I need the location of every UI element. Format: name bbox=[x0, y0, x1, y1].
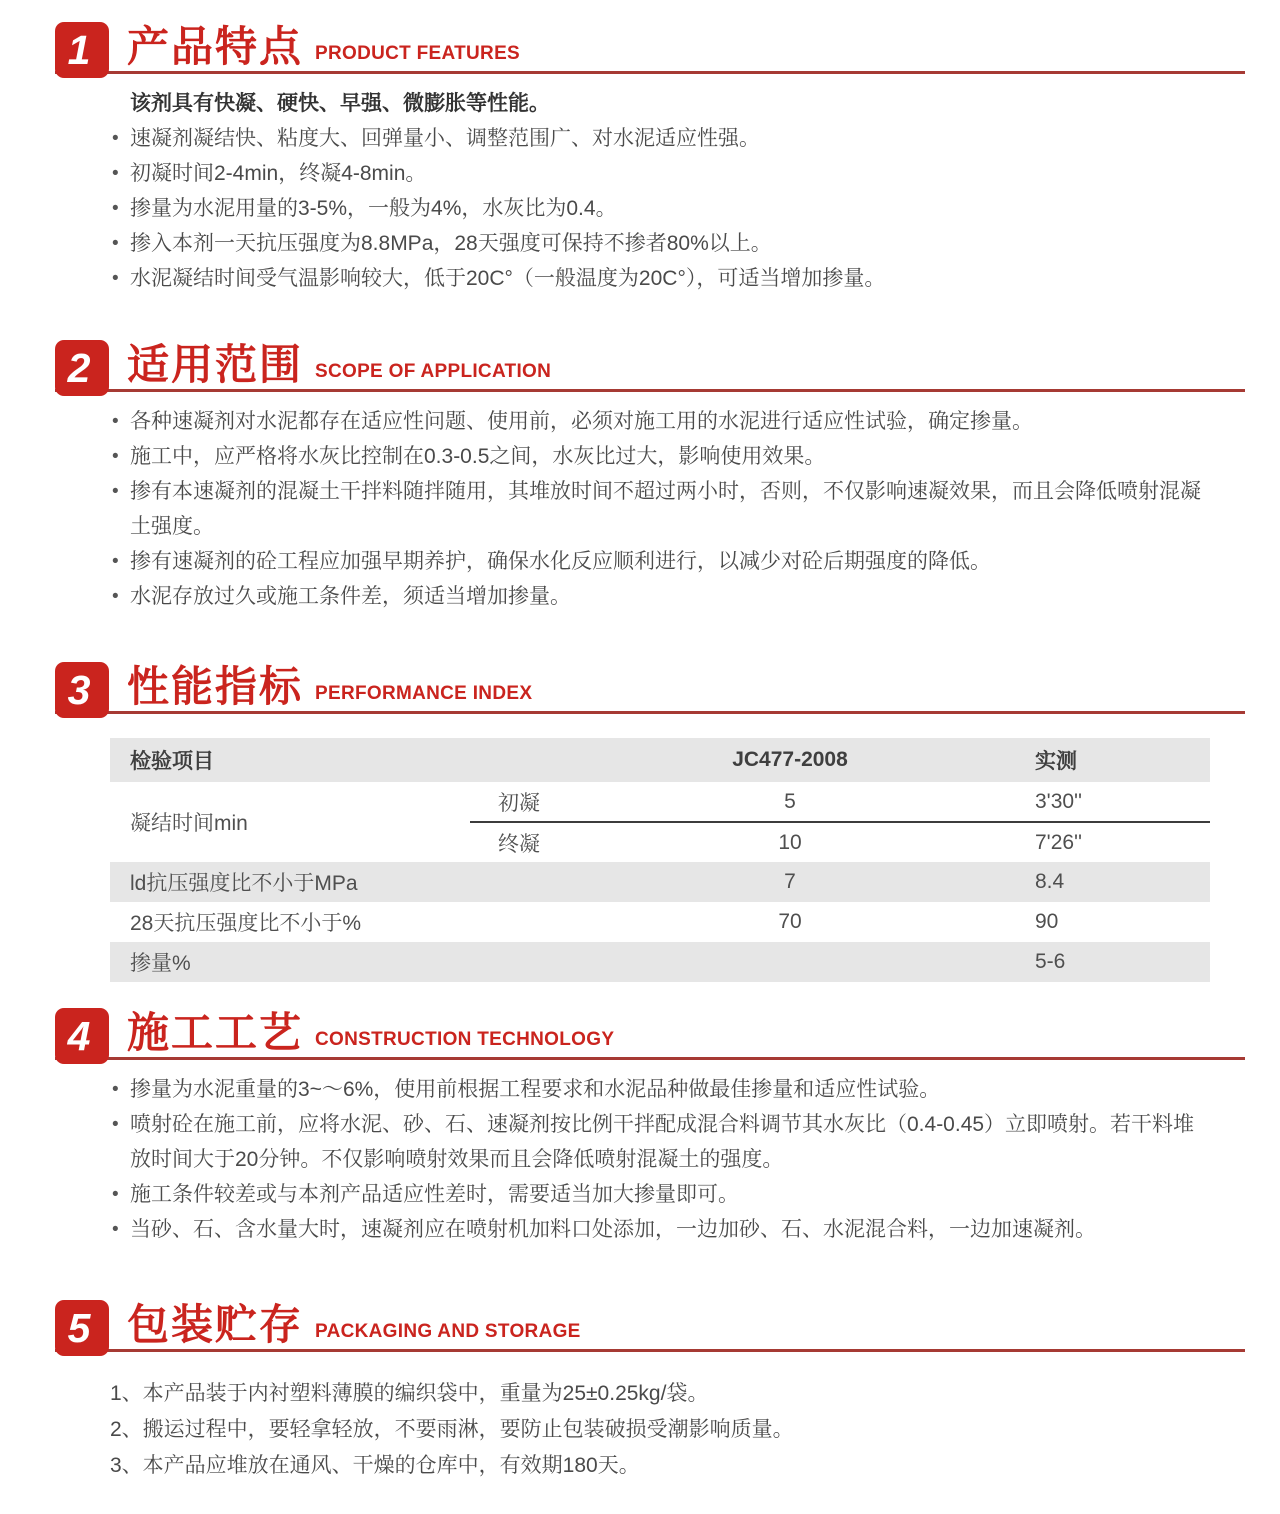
bullet-item: • 掺入本剂一天抗压强度为8.8MPa，28天强度可保持不掺者80%以上。 bbox=[110, 226, 1215, 261]
storage-item: 1、本产品装于内衬塑料薄膜的编织袋中，重量为25±0.25kg/袋。 bbox=[110, 1382, 709, 1405]
section-2-header bbox=[55, 340, 1245, 392]
table-cell-1d-measured: 8.4 bbox=[1035, 870, 1065, 893]
performance-index-table bbox=[110, 738, 1210, 982]
table-cell-dosage-item: 掺量% bbox=[130, 952, 191, 975]
bullet-item: • 水泥存放过久或施工条件差，须适当增加掺量。 bbox=[110, 579, 1215, 614]
features-intro-text: 该剂具有快凝、硬快、早强、微膨胀等性能。 bbox=[130, 92, 550, 115]
bullet-item: • 当砂、石、含水量大时，速凝剂应在喷射机加料口处添加，一边加砂、石、水泥混合料，一边加速凝剂。 bbox=[110, 1212, 1215, 1247]
table-cell-28d-measured: 90 bbox=[1035, 910, 1059, 933]
table-header-item: 检验项目 bbox=[130, 750, 214, 773]
table-header-row bbox=[110, 738, 1210, 782]
section-3-title: 性能指标 bbox=[127, 663, 304, 710]
section-2-subtitle: SCOPE OF APPLICATION bbox=[315, 361, 552, 382]
table-row-1d-strength bbox=[110, 862, 1210, 902]
bullet-item: • 掺量为水泥重量的3~～6%，使用前根据工程要求和水泥品种做最佳掺量和适应性试验。 bbox=[110, 1072, 1215, 1107]
bullet-item: • 施工条件较差或与本剂产品适应性差时，需要适当加大掺量即可。 bbox=[110, 1177, 1215, 1212]
storage-item: 3、本产品应堆放在通风、干燥的仓库中，有效期180天。 bbox=[110, 1454, 640, 1477]
bullet-item: • 速凝剂凝结快、粘度大、回弹量小、调整范围广、对水泥适应性强。 bbox=[110, 121, 1215, 156]
table-header-sub bbox=[470, 738, 640, 782]
bullet-item: • 掺有速凝剂的砼工程应加强早期养护，确保水化反应顺利进行，以减少对砼后期强度的降低。 bbox=[110, 544, 1215, 579]
section-4-number-badge: 4 bbox=[55, 1008, 109, 1064]
table-cell-dosage-measured: 5-6 bbox=[1035, 950, 1066, 973]
table-row-dosage bbox=[110, 942, 1210, 982]
features-bullet-list bbox=[110, 121, 1215, 296]
table-cell-1d-standard: 7 bbox=[784, 870, 796, 893]
bullet-item: • 掺量为水泥用量的3-5%，一般为4%，水灰比为0.4。 bbox=[110, 191, 1215, 226]
bullet-item: • 喷射砼在施工前，应将水泥、砂、石、速凝剂按比例干拌配成混合料调节其水灰比（0.4-0.45）立即喷射。若干料堆放时间大于20分钟。不仅影响喷射效果而且会降低喷射混凝土的强度。 bbox=[110, 1107, 1215, 1177]
storage-item: 2、搬运过程中，要轻拿轻放，不要雨淋，要防止包装破损受潮影响质量。 bbox=[110, 1418, 794, 1441]
table-cell-initial-label: 初凝 bbox=[498, 791, 540, 815]
section-construction-technology bbox=[55, 1008, 1245, 1247]
table-cell-initial-measured: 3'30'' bbox=[1035, 789, 1083, 813]
table-cell-final-label: 终凝 bbox=[470, 822, 640, 862]
section-5-header bbox=[55, 1300, 1245, 1352]
table-row-28d-strength bbox=[110, 902, 1210, 942]
section-4-body bbox=[110, 1072, 1215, 1247]
section-4-title: 施工工艺 bbox=[127, 1009, 304, 1056]
table-header-measured: 实测 bbox=[1035, 750, 1077, 773]
table-header-standard: JC477-2008 bbox=[732, 748, 848, 771]
section-5-body bbox=[110, 1376, 1215, 1484]
bullet-item: • 初凝时间2-4min，终凝4-8min。 bbox=[110, 156, 1215, 191]
bullet-item: • 各种速凝剂对水泥都存在适应性问题、使用前，必须对施工用的水泥进行适应性试验，确定掺量。 bbox=[110, 404, 1215, 439]
bullet-item: • 掺有本速凝剂的混凝土干拌料随拌随用，其堆放时间不超过两小时，否则，不仅影响速凝效果，而且会降低喷射混凝土强度。 bbox=[110, 474, 1215, 544]
section-2-number-badge: 2 bbox=[55, 340, 109, 396]
section-2-body bbox=[110, 404, 1215, 614]
section-1-header bbox=[55, 22, 1245, 74]
table-cell-1d-item: ld抗压强度比不小于MPa bbox=[130, 872, 358, 895]
section-3-subtitle: PERFORMANCE INDEX bbox=[315, 683, 533, 704]
table-cell-28d-standard: 70 bbox=[778, 910, 802, 933]
bullet-item: • 施工中，应严格将水灰比控制在0.3-0.5之间，水灰比过大，影响使用效果。 bbox=[110, 439, 1215, 474]
scope-bullet-list bbox=[110, 404, 1215, 614]
section-3-header bbox=[55, 662, 1245, 714]
bullet-item: • 水泥凝结时间受气温影响较大，低于20C°（一般温度为20C°），可适当增加掺量。 bbox=[110, 261, 1215, 296]
section-2-title: 适用范围 bbox=[127, 341, 304, 388]
construction-bullet-list bbox=[110, 1072, 1215, 1247]
table-cell-dosage-standard bbox=[640, 942, 940, 982]
section-4-subtitle: CONSTRUCTION TECHNOLOGY bbox=[315, 1029, 615, 1050]
table-cell-initial-standard: 5 bbox=[784, 789, 796, 813]
table-cell-final-measured: 7'26'' bbox=[940, 822, 1210, 862]
section-1-number-badge: 1 bbox=[55, 22, 109, 78]
section-performance-index bbox=[55, 662, 1245, 982]
section-scope-of-application bbox=[55, 340, 1245, 614]
section-1-body bbox=[110, 86, 1215, 296]
section-3-number-badge: 3 bbox=[55, 662, 109, 718]
table-cell-final-standard: 10 bbox=[640, 822, 940, 862]
table-cell-setting-label: 凝结时间min bbox=[130, 812, 248, 835]
section-packaging-and-storage bbox=[55, 1300, 1245, 1484]
section-5-number-badge: 5 bbox=[55, 1300, 109, 1356]
section-4-header bbox=[55, 1008, 1245, 1060]
section-1-subtitle: PRODUCT FEATURES bbox=[315, 43, 521, 64]
table-row-setting-initial bbox=[110, 782, 1210, 822]
table-cell-28d-item: 28天抗压强度比不小于% bbox=[130, 912, 362, 935]
section-5-title: 包装贮存 bbox=[127, 1301, 304, 1348]
section-product-features bbox=[55, 22, 1245, 296]
section-1-title: 产品特点 bbox=[127, 23, 304, 70]
section-5-subtitle: PACKAGING AND STORAGE bbox=[315, 1321, 581, 1342]
